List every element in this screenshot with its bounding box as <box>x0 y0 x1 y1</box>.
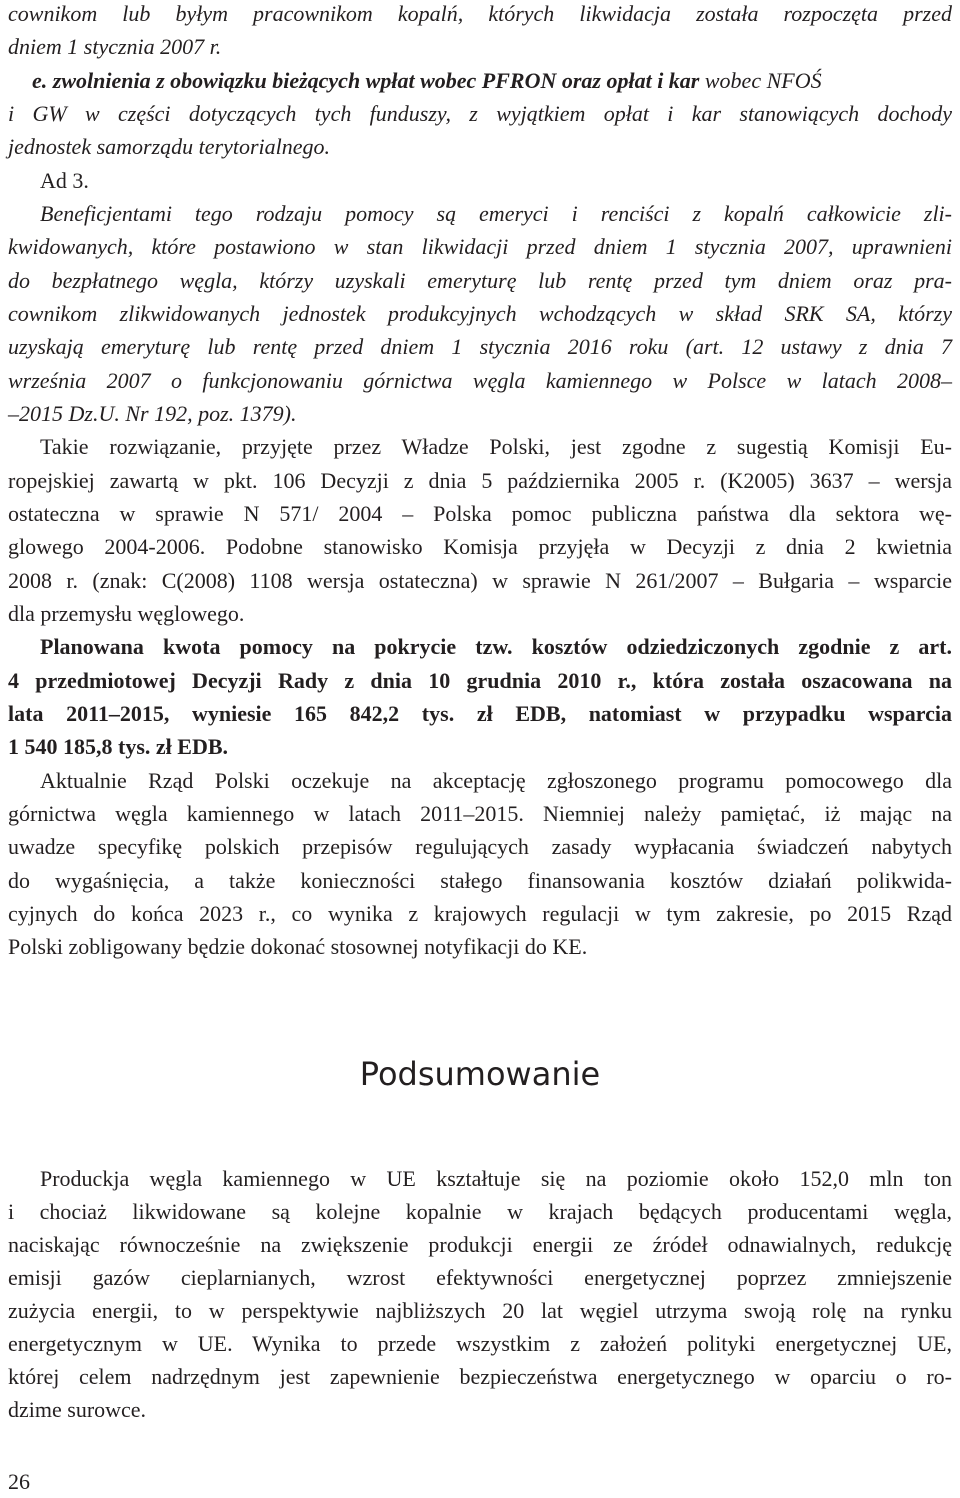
text-line-bold: 1 540 185,8 tys. zł EDB. <box>8 734 228 759</box>
text-line: uwadze specyfikę polskich przepisów regulujących zasady wypłacania świadczeń nabytych <box>8 834 952 859</box>
text-line: i GW w części dotyczących tych funduszy, z wyjątkiem opłat i kar stanowiących dochody <box>8 101 952 126</box>
text-line: ropejskiej zawartą w pkt. 106 Decyzji z dnia 5 października 2005 r. (K2005) 3637 – wersja <box>8 468 952 493</box>
text-line: –2015 Dz.U. Nr 192, poz. 1379). <box>8 401 297 426</box>
text-line: Polski zobligowany będzie dokonać stosownej notyfikacji do KE. <box>8 934 588 959</box>
text-line: ostateczna w sprawie N 571/ 2004 – Polska pomoc publiczna państwa dla sektora wę- <box>8 501 952 526</box>
text-line: której celem nadrzędnym jest zapewnienie bezpieczeństwa energetycznego w oparciu o ro- <box>8 1364 952 1389</box>
text-line: Produckja węgla kamiennego w UE kształtuje się na poziomie około 152,0 mln ton <box>40 1166 952 1191</box>
text-line: do wygaśnięcia, a także konieczności stałego finansowania kosztów działań polikwida- <box>8 868 952 893</box>
text-line: zużycia energii, to w perspektywie najbliższych 20 lat węgiel utrzyma swoją rolę na rynku <box>8 1298 952 1323</box>
text-line-bold: lata 2011–2015, wyniesie 165 842,2 tys. zł EDB, natomiast w przypadku wsparcia <box>8 701 952 726</box>
text-line-bold: Planowana kwota pomocy na pokrycie tzw. kosztów odziedziczonych zgodnie z art. <box>40 634 952 659</box>
text-line: górnictwa węgla kamiennego w latach 2011–2015. Niemniej należy pamiętać, iż mając na <box>8 801 952 826</box>
text-line: kwidowanych, które postawiono w stan likwidacji przed dniem 1 stycznia 2007, uprawnieni <box>8 234 952 259</box>
text-line: dzime surowce. <box>8 1397 147 1422</box>
text-line: Aktualnie Rząd Polski oczekuje na akceptację zgłoszonego programu pomocowego dla <box>40 768 952 793</box>
text-line-bold: 4 przedmiotowej Decyzji Rady z dnia 10 grudnia 2010 r., która została oszacowana na <box>8 668 952 693</box>
text-line: do bezpłatnego węgla, którzy uzyskali emeryturę lub rentę przed tym dniem oraz pra- <box>8 268 952 293</box>
list-item-e-rest: wobec NFOŚ <box>699 68 822 93</box>
text-line: Takie rozwiązanie, przyjęte przez Władze Polski, jest zgodne z sugestią Komisji Eu- <box>40 434 952 459</box>
section-label: Ad 3. <box>40 168 89 193</box>
text-line: i chociaż likwidowane są kolejne kopalnie w krajach będących producentami węgla, <box>8 1199 952 1224</box>
text-line: jednostek samorządu terytorialnego. <box>8 134 331 159</box>
text-line: naciskając równocześnie na zwiększenie produkcji energii ze źródeł odnawialnych, redukcję <box>8 1232 952 1257</box>
text-line: cyjnych do końca 2023 r., co wynika z krajowych regulacji w tym zakresie, po 2015 Rząd <box>8 901 952 926</box>
text-line: dniem 1 stycznia 2007 r. <box>8 34 222 59</box>
list-item-e-bold: e. zwolnienia z obowiązku bieżących wpłat wobec PFRON oraz opłat i kar <box>32 68 700 93</box>
text-line: cownikom lub byłym pracownikom kopalń, których likwidacja została rozpoczęta przed <box>8 1 952 26</box>
text-line: dla przemysłu węglowego. <box>8 601 245 626</box>
text-line: Beneficjentami tego rodzaju pomocy są emeryci i renciści z kopalń całkowicie zli- <box>40 201 952 226</box>
text-line: emisji gazów cieplarnianych, wzrost efektywności energetycznej poprzez zmniejszenie <box>8 1265 952 1290</box>
text-line: września 2007 o funkcjonowaniu górnictwa węgla kamiennego w Polsce w latach 2008– <box>8 368 952 393</box>
text-line: uzyskają emeryturę lub rentę przed dniem 1 stycznia 2016 roku (art. 12 ustawy z dnia 7 <box>8 334 952 359</box>
text-line: energetycznym w UE. Wynika to przede wszystkim z założeń polityki energetycznej UE, <box>8 1331 952 1356</box>
text-line: cownikom zlikwidowanych jednostek produkcyjnych wchodzących w skład SRK SA, którzy <box>8 301 952 326</box>
text-line <box>32 67 952 97</box>
page-number: 26 <box>8 1469 30 1494</box>
text-line: glowego 2004-2006. Podobne stanowisko Komisja przyjęła w Decyzji z dnia 2 kwietnia <box>8 534 952 559</box>
section-heading: Podsumowanie <box>359 1055 601 1093</box>
text-line: 2008 r. (znak: C(2008) 1108 wersja ostateczna) w sprawie N 261/2007 – Bułgaria – wsparcie <box>8 568 952 593</box>
